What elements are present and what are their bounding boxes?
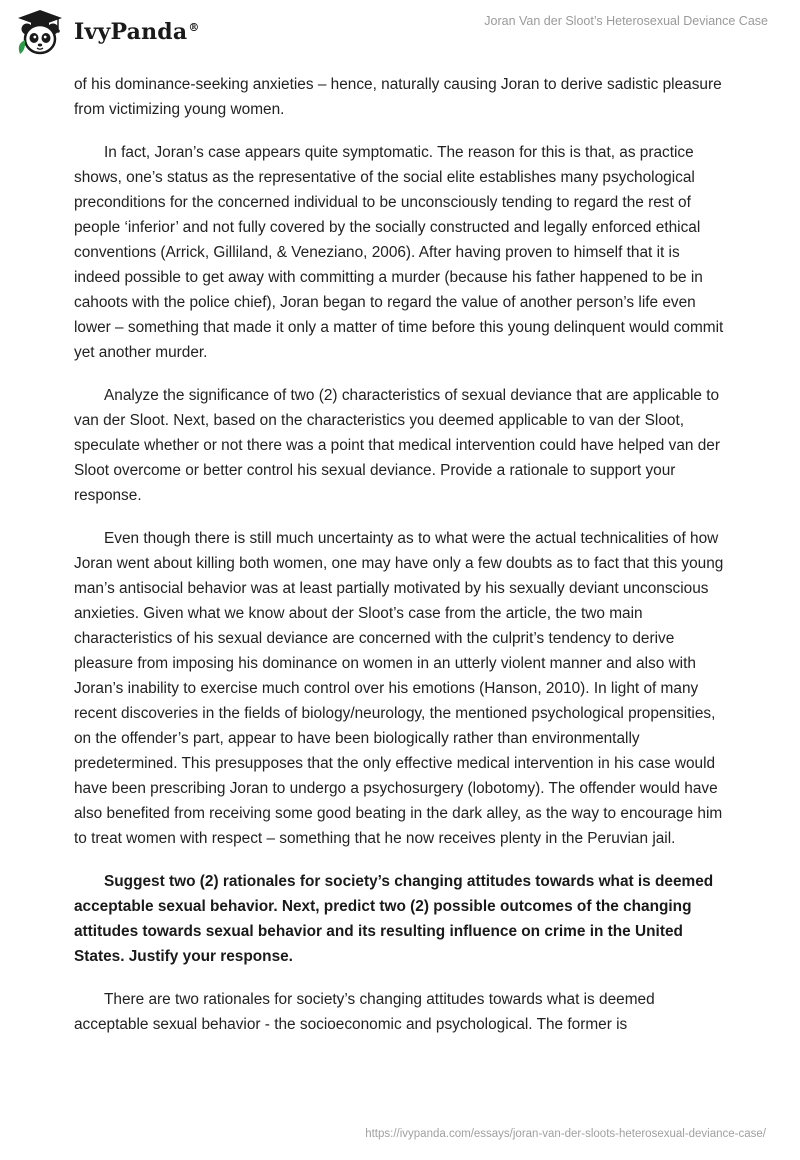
paragraph-prompt: Analyze the significance of two (2) characteristics of sexual deviance that are applicable to van der Sloot. Next, based on the characteristics you deemed applicable to van der Sloot, speculate whether or not there was a point that medical intervention could have helped van der Sloot overcome or better control his sexual deviance. Provide a rationale to support your response.	[74, 387, 720, 504]
paragraph: In fact, Joran’s case appears quite symptomatic. The reason for this is that, as practice shows, one’s status as the representative of the social elite establishes many psychological preconditions for the concerned individual to be unconsciously tending to regard the rest of people ‘inferior’ and not fully covered by the socially constructed and legally enforced ethical conventions (Arrick, Gilliland, & Veneziano, 2006). After having proven to himself that it is indeed possible to get away with committing a murder (because his father happened to be in cahoots with the police chief), Joran began to regard the value of another person’s life even lower – something that made it only a matter of time before this young delinquent would commit yet another murder.	[74, 144, 724, 361]
panda-graduate-icon	[14, 8, 66, 56]
source-url[interactable]: https://ivypanda.com/essays/joran-van-der-sloots-heterosexual-deviance-case/	[365, 1128, 766, 1140]
document-title: Joran Van der Sloot’s Heterosexual Deviance Case	[484, 14, 768, 28]
paragraph-question-heading: Suggest two (2) rationales for society’s changing attitudes towards what is deemed acceptable sexual behavior. Next, predict two (2) possible outcomes of the changing attitudes towards sexual behavior and its resulting influence on crime in the United States. Justify your response.	[74, 873, 714, 965]
essay-body	[74, 72, 726, 1055]
paragraph: Even though there is still much uncertainty as to what were the actual technicalities of how Joran went about killing both women, one may have only a few doubts as to fact that this young man’s antisocial behavior was at least partially motivated by his sexually deviant unconscious anxieties. Given what we know about der Sloot’s case from the article, the two main characteristics of his sexual deviance are concerned with the culprit’s tendency to derive pleasure from imposing his dominance on women in an utterly violent manner and also with Joran’s inability to exercise much control over his emotions (Hanson, 2010). In light of many recent discoveries in the fields of biology/neurology, the mentioned psychological propensities, on the offender’s part, appear to have been biologically rather than environmentally predetermined. This presupposes that the only effective medical intervention in his case would have been prescribing Joran to undergo a psychosurgery (lobotomy). The offender would have also benefited from receiving some good beating in the dark alley, as the way to encourage him to treat women with respect – something that he now receives plenty in the Peruvian jail.	[74, 530, 724, 847]
paragraph: There are two rationales for society’s changing attitudes towards what is deemed acceptable sexual behavior - the socioeconomic and psychological. The former is	[74, 991, 655, 1033]
ivypanda-logo[interactable]	[14, 8, 200, 56]
brand-name: IvyPanda®	[74, 19, 200, 45]
page-header	[0, 0, 800, 70]
registered-mark: ®	[188, 20, 200, 34]
paragraph-continuation: of his dominance-seeking anxieties – hence, naturally causing Joran to derive sadistic pleasure from victimizing young women.	[74, 76, 722, 118]
